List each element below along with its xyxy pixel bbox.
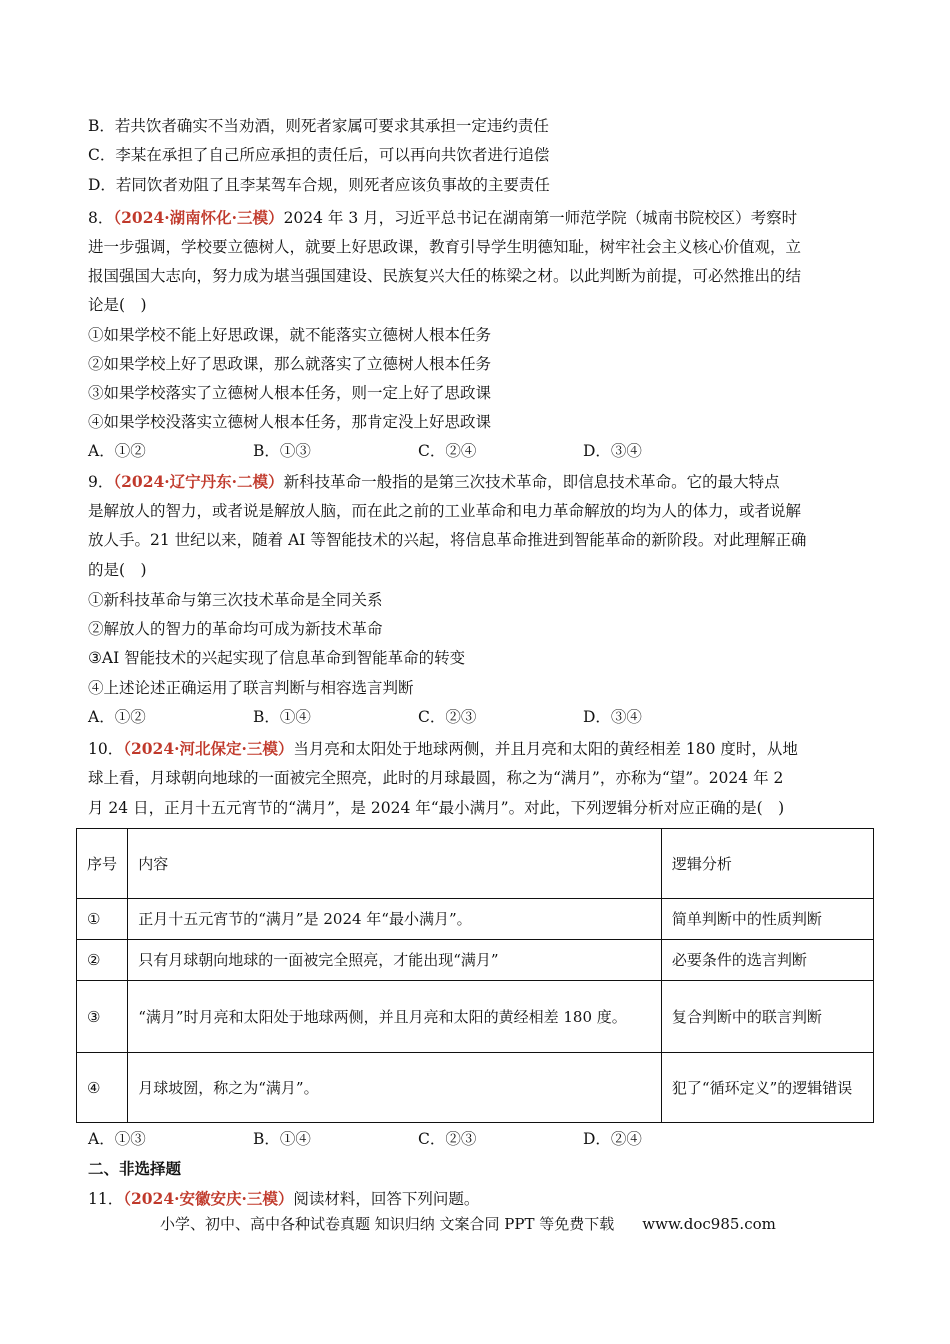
table-header-row xyxy=(77,829,874,899)
q9-item-4: ④上述论述正确运用了联言判断与相容选言判断 xyxy=(88,679,414,697)
q9-stem-line3: 放人手。21 世纪以来，随着 AI 等智能技术的兴起，将信息革命推进到智能革命的新阶段。对此理解正确 xyxy=(88,531,807,549)
q10-choice-d[interactable]: D．②④ xyxy=(583,1130,642,1148)
q9-item-1: ①新科技革命与第三次技术革命是全同关系 xyxy=(88,591,383,609)
row-number: ③ xyxy=(77,981,128,1053)
row-number: ① xyxy=(77,899,128,940)
q9-text-1: 新科技革命一般指的是第三次技术革命，即信息技术革命。它的最大特点 xyxy=(283,473,780,491)
q8-item-2: ②如果学校上好了思政课，那么就落实了立德树人根本任务 xyxy=(88,355,492,373)
q10-stem-line1 xyxy=(88,739,798,759)
q8-stem-line1 xyxy=(88,208,797,228)
q10-logic-table xyxy=(76,828,874,1123)
q9-item-2: ②解放人的智力的革命均可成为新技术革命 xyxy=(88,620,383,638)
q7-option-b: B．若共饮者确实不当劝酒，则死者家属可要求其承担一定违约责任 xyxy=(88,117,549,135)
q11-source: （2024·安徽安庆·三模） xyxy=(123,1189,294,1208)
q10-source: （2024·河北保定·三模） xyxy=(123,739,294,758)
q9-choice-a[interactable]: A．①② xyxy=(88,708,146,726)
section-heading: 二、非选择题 xyxy=(88,1159,182,1178)
row-content: 正月十五元宵节的“满月”是 2024 年“最小满月”。 xyxy=(128,899,662,940)
q9-choice-b[interactable]: B．①④ xyxy=(253,708,311,726)
q10-choice-c[interactable]: C．②③ xyxy=(418,1130,477,1148)
q9-choice-d[interactable]: D．③④ xyxy=(583,708,642,726)
q10-choice-b[interactable]: B．①④ xyxy=(253,1130,311,1148)
q9-source: （2024·辽宁丹东·二模） xyxy=(113,472,284,491)
q10-choice-a[interactable]: A．①③ xyxy=(88,1130,146,1148)
header-content: 内容 xyxy=(128,829,662,899)
row-number: ② xyxy=(77,940,128,981)
q9-item-3: ③AI 智能技术的兴起实现了信息革命到智能革命的转变 xyxy=(88,649,466,667)
q8-item-3: ③如果学校落实了立德树人根本任务，则一定上好了思政课 xyxy=(88,384,492,402)
row-analysis: 必要条件的选言判断 xyxy=(661,940,873,981)
row-number: ④ xyxy=(77,1053,128,1123)
footer-text: 小学、初中、高中各种试卷真题 知识归纳 文案合同 PPT 等免费下载 xyxy=(160,1215,615,1233)
page-footer xyxy=(160,1213,776,1234)
q8-item-1: ①如果学校不能上好思政课，就不能落实立德树人根本任务 xyxy=(88,326,492,344)
q8-choice-b[interactable]: B．①③ xyxy=(253,442,311,460)
q8-stem-line4: 论是( ) xyxy=(88,296,147,314)
q8-choice-d[interactable]: D．③④ xyxy=(583,442,642,460)
q8-source: （2024·湖南怀化·三模） xyxy=(113,208,284,227)
q10-stem-line3: 月 24 日，正月十五元宵节的“满月”，是 2024 年“最小满月”。对此，下列逻辑分析对应正确的是( ) xyxy=(88,799,785,817)
q8-item-4: ④如果学校没落实立德树人根本任务，那肯定没上好思政课 xyxy=(88,413,492,431)
q9-choice-c[interactable]: C．②③ xyxy=(418,708,477,726)
q7-option-c: C．李某在承担了自己所应承担的责任后，可以再向共饮者进行追偿 xyxy=(88,146,550,164)
row-content: 月球坡圀，称之为“满月”。 xyxy=(128,1053,662,1123)
q9-stem-line1 xyxy=(88,472,780,492)
table-row xyxy=(77,940,874,981)
q8-text-1: 2024 年 3 月，习近平总书记在湖南第一师范学院（城南书院校区）考察时 xyxy=(283,209,798,227)
q7-option-d: D．若同饮者劝阻了且李某驾车合规，则死者应该负事故的主要责任 xyxy=(88,176,550,194)
q8-stem-line2: 进一步强调，学校要立德树人，就要上好思政课，教育引导学生明德知耻，树牢社会主义核心价值观，立 xyxy=(88,238,802,256)
q11-number: 11． xyxy=(88,1190,124,1208)
q9-number: 9． xyxy=(88,473,114,491)
q10-text-1: 当月亮和太阳处于地球两侧，并且月亮和太阳的黄经相差 180 度时，从地 xyxy=(293,740,798,758)
row-content: “满月”时月亮和太阳处于地球两侧，并且月亮和太阳的黄经相差 180 度。 xyxy=(128,981,662,1053)
row-content: 只有月球朝向地球的一面被完全照亮，才能出现“满月” xyxy=(128,940,662,981)
q8-number: 8． xyxy=(88,209,114,227)
table-row xyxy=(77,1053,874,1123)
header-analysis: 逻辑分析 xyxy=(661,829,873,899)
q8-choice-c[interactable]: C．②④ xyxy=(418,442,477,460)
header-number: 序号 xyxy=(77,829,128,899)
q11-text: 阅读材料，回答下列问题。 xyxy=(293,1190,480,1208)
q8-stem-line3: 报国强国大志向，努力成为堪当强国建设、民族复兴大任的栋梁之材。以此判断为前提，可必然推出的结 xyxy=(88,267,802,285)
q9-stem-line2: 是解放人的智力，或者说是解放人脑，而在此之前的工业革命和电力革命解放的均为人的体力，或者说解 xyxy=(88,502,802,520)
q10-stem-line2: 球上看，月球朝向地球的一面被完全照亮，此时的月球最圆，称之为“满月”，亦称为“望”。2024 年 2 xyxy=(88,769,784,787)
row-analysis: 犯了“循环定义”的逻辑错误 xyxy=(661,1053,873,1123)
q11-stem xyxy=(88,1189,479,1209)
footer-url-link[interactable]: www.doc985.com xyxy=(642,1215,776,1233)
row-analysis: 简单判断中的性质判断 xyxy=(661,899,873,940)
q8-choice-a[interactable]: A．①② xyxy=(88,442,146,460)
q10-number: 10． xyxy=(88,740,124,758)
q9-stem-line4: 的是( ) xyxy=(88,561,147,579)
table-row xyxy=(77,899,874,940)
row-analysis: 复合判断中的联言判断 xyxy=(661,981,873,1053)
table-row xyxy=(77,981,874,1053)
